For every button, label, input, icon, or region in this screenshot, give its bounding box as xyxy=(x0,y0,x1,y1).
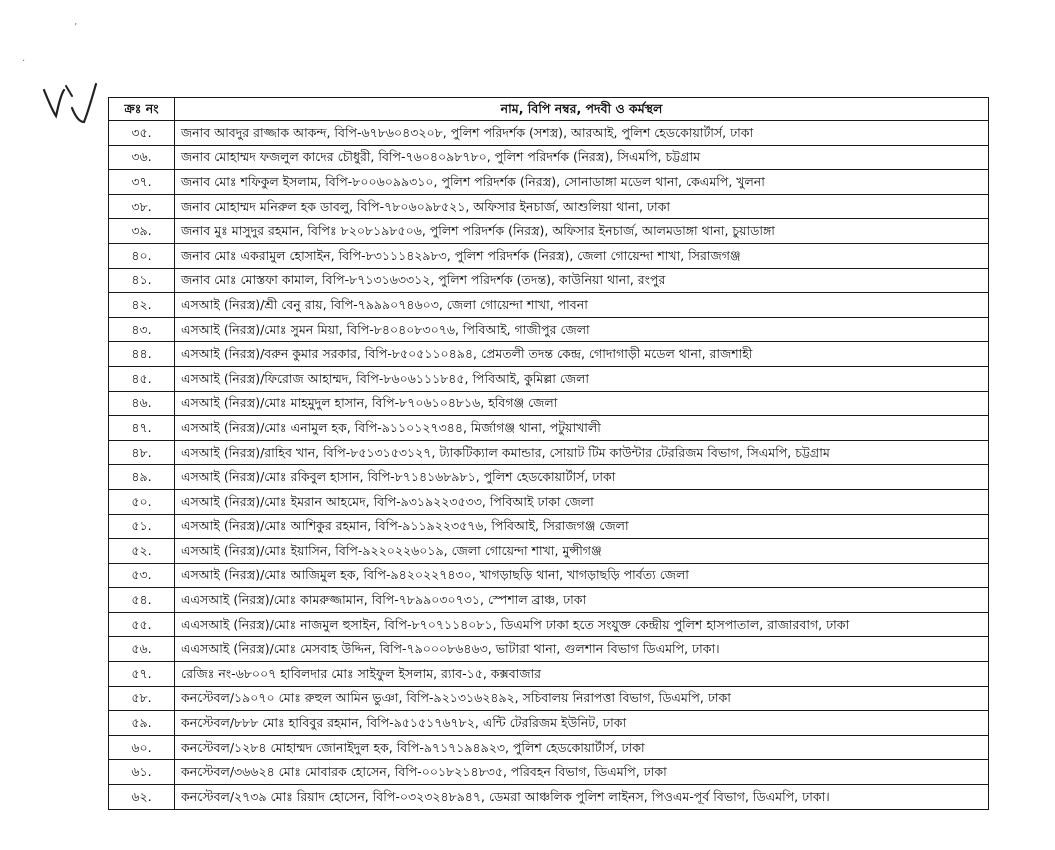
personnel-description: এসআই (নিরস্ত্র)/রাহিব খান, বিপি-৮৫১৩১৫৩১২৭, ট্যাকটিক্যাল কমান্ডার, সোয়াট টিম কাউন্টার টেররিজম বিভাগ, সিএমপি, চট্টগ্রাম xyxy=(175,440,989,465)
table-row xyxy=(109,391,989,416)
personnel-description: জনাব মোহাম্মদ ফজলুল কাদের চৌধুরী, বিপি-৭৬০৪০৯৮৭৮০, পুলিশ পরিদর্শক (নিরস্ত্র), সিএমপি, চট্টগ্রাম xyxy=(175,145,989,170)
table-row xyxy=(109,219,989,244)
serial-number: ৫৬. xyxy=(109,637,175,662)
personnel-description: এএসআই (নিরস্ত্র)/মোঃ মেসবাহ উদ্দিন, বিপি-৭৯০০০৮৬৪৬৩, ভাটারা থানা, গুলশান বিভাগ ডিএমপি, ঢাকা। xyxy=(175,637,989,662)
personnel-description: এসআই (নিরস্ত্র)/মোঃ ইয়াসিন, বিপি-৯২২০২২৬০১৯, জেলা গোয়েন্দা শাখা, মুন্সীগঞ্জ xyxy=(175,539,989,564)
serial-number: ৫৭. xyxy=(109,662,175,687)
personnel-description: কনস্টেবল/১৯০৭০ মোঃ রুহুল আমিন ভুঞা, বিপি-৯২১৩১৬২৪৯২, সচিবালয় নিরাপত্তা বিভাগ, ডিএমপি, ঢাকা xyxy=(175,686,989,711)
personnel-description: জনাব আবদুর রাজ্জাক আকন্দ, বিপি-৬৭৮৬০৪৩২০৮, পুলিশ পরিদর্শক (সশস্ত্র), আরআই, পুলিশ হেডকোয়ার্টার্স, ঢাকা xyxy=(175,121,989,146)
personnel-description: রেজিঃ নং-৬৮০০৭ হাবিলদার মোঃ সাইফুল ইসলাম, র‍্যাব-১৫, কক্সবাজার xyxy=(175,662,989,687)
personnel-description: এসআই (নিরস্ত্র)/মোঃ আজিমুল হক, বিপি-৯৪২০২২৭৪৩০, খাগড়াছড়ি থানা, খাগড়াছড়ি পার্বত্য জেলা xyxy=(175,563,989,588)
table-row xyxy=(109,588,989,613)
personnel-description: এসআই (নিরস্ত্র)/মোঃ আশিকুর রহমান, বিপি-৯১১৯২২৩৫৭৬, পিবিআই, সিরাজগঞ্জ জেলা xyxy=(175,514,989,539)
table-row xyxy=(109,170,989,195)
personnel-description: এসআই (নিরস্ত্র)/বরুন কুমার সরকার, বিপি-৮৫০৫১১০৪৯৪, প্রেমতলী তদন্ত কেন্দ্র, গোদাগাড়ী মডেল থানা, রাজশাহী xyxy=(175,342,989,367)
personnel-description: জনাব মোঃ একরামুল হোসাইন, বিপি-৮৩১১১৪২৯৮৩, পুলিশ পরিদর্শক (নিরস্ত্র), জেলা গোয়েন্দা শাখা, সিরাজগঞ্জ xyxy=(175,243,989,268)
personnel-table xyxy=(108,97,989,810)
serial-number: ৪১. xyxy=(109,268,175,293)
scan-speck: ’ xyxy=(74,22,78,33)
table-row xyxy=(109,317,989,342)
table-row xyxy=(109,637,989,662)
personnel-description: এএসআই (নিরস্ত্র)/মোঃ কামরুজ্জামান, বিপি-৭৮৯৯০৩০৭৩১, স্পেশাল ব্রাঞ্চ, ঢাকা xyxy=(175,588,989,613)
personnel-description: এসআই (নিরস্ত্র)/মোঃ মাহমুদুল হাসান, বিপি-৮৭০৬১০৪৮১৬, হবিগঞ্জ জেলা xyxy=(175,391,989,416)
serial-number: ৬১. xyxy=(109,760,175,785)
table-row xyxy=(109,612,989,637)
serial-number: ৫৯. xyxy=(109,711,175,736)
table-row xyxy=(109,785,989,810)
personnel-description: এসআই (নিরস্ত্র)/শ্রী বেনু রায়, বিপি-৭৯৯৯০৭৪৬০৩, জেলা গোয়েন্দা শাখা, পাবনা xyxy=(175,293,989,318)
personnel-description: জনাব মোঃ শফিকুল ইসলাম, বিপি-৮০০৬০৯৯৩১০, পুলিশ পরিদর্শক (নিরস্ত্র), সোনাডাঙ্গা মডেল থানা, কেএমপি, খুলনা xyxy=(175,170,989,195)
table-row xyxy=(109,440,989,465)
serial-number: ৫৫. xyxy=(109,612,175,637)
serial-number: ৫৮. xyxy=(109,686,175,711)
table-row xyxy=(109,293,989,318)
serial-number: ৫৩. xyxy=(109,563,175,588)
serial-number: ৬০. xyxy=(109,735,175,760)
table-row xyxy=(109,539,989,564)
personnel-description: এসআই (নিরস্ত্র)/মোঃ সুমন মিয়া, বিপি-৮৪০৪০৮৩০৭৬, পিবিআই, গাজীপুর জেলা xyxy=(175,317,989,342)
personnel-description: এসআই (নিরস্ত্র)/মোঃ রকিবুল হাসান, বিপি-৮৭১৪১৬৮৯৮১, পুলিশ হেডকোয়ার্টার্স, ঢাকা xyxy=(175,465,989,490)
table-row xyxy=(109,514,989,539)
handwritten-mark xyxy=(42,82,98,126)
scan-speck: · xyxy=(22,56,26,67)
table-row xyxy=(109,489,989,514)
table-row xyxy=(109,416,989,441)
serial-number: ৫৪. xyxy=(109,588,175,613)
table-row xyxy=(109,465,989,490)
serial-number: ৪৬. xyxy=(109,391,175,416)
table-row xyxy=(109,194,989,219)
table-row xyxy=(109,686,989,711)
serial-number: ৩৯. xyxy=(109,219,175,244)
personnel-description: কনস্টেবল/৩৬৬২৪ মোঃ মোবারক হোসেন, বিপি-০০১৮২১৪৮৩৫, পরিবহন বিভাগ, ডিএমপি, ঢাকা xyxy=(175,760,989,785)
personnel-description: এসআই (নিরস্ত্র)/ফিরোজ আহাম্মদ, বিপি-৮৬০৬১১১৮৪৫, পিবিআই, কুমিল্লা জেলা xyxy=(175,366,989,391)
table-row xyxy=(109,145,989,170)
serial-number: ৪৭. xyxy=(109,416,175,441)
table-row xyxy=(109,711,989,736)
personnel-description: এসআই (নিরস্ত্র)/মোঃ এনামুল হক, বিপি-৯১১০১২৭৩৪৪, মির্জাগঞ্জ থানা, পটুয়াখালী xyxy=(175,416,989,441)
serial-number: ৪০. xyxy=(109,243,175,268)
serial-number: ৩৭. xyxy=(109,170,175,195)
personnel-description: এএসআই (নিরস্ত্র)/মোঃ নাজমুল হুসাইন, বিপি-৮৭০৭১১৪০৮১, ডিএমপি ঢাকা হতে সংযুক্ত কেন্দ্রীয় পুলিশ হাসপাতাল, রাজারবাগ, ঢাকা xyxy=(175,612,989,637)
personnel-description: কনস্টেবল/৮৮৮ মোঃ হাবিবুর রহমান, বিপি-৯৫১৫১৭৬৭৮২, এন্টি টেররিজম ইউনিট, ঢাকা xyxy=(175,711,989,736)
serial-number: ৪৩. xyxy=(109,317,175,342)
serial-number: ৫১. xyxy=(109,514,175,539)
personnel-description: কনস্টেবল/১২৮৪ মোহাম্মদ জোনাইদুল হক, বিপি-৯৭১৭১৯৪৯২৩, পুলিশ হেডকোয়ার্টার্স, ঢাকা xyxy=(175,735,989,760)
serial-number: ৪৮. xyxy=(109,440,175,465)
table-row xyxy=(109,366,989,391)
table-row xyxy=(109,121,989,146)
serial-number: ৬২. xyxy=(109,785,175,810)
serial-number: ৪৪. xyxy=(109,342,175,367)
table-row xyxy=(109,735,989,760)
serial-number: ৩৮. xyxy=(109,194,175,219)
personnel-description: এসআই (নিরস্ত্র)/মোঃ ইমরান আহমেদ, বিপি-৯৩১৯২২৩৫৩৩, পিবিআই ঢাকা জেলা xyxy=(175,489,989,514)
serial-number: ৪৯. xyxy=(109,465,175,490)
serial-number: ৪৫. xyxy=(109,366,175,391)
table-row xyxy=(109,243,989,268)
table-row xyxy=(109,342,989,367)
personnel-description: জনাব মুঃ মাসুদুর রহমান, বিপিঃ ৮২০৮১৯৮৫০৬, পুলিশ পরিদর্শক (নিরস্ত্র), অফিসার ইনচার্জ, আলমডাঙ্গা থানা, চুয়াডাঙ্গা xyxy=(175,219,989,244)
serial-number: ৪২. xyxy=(109,293,175,318)
serial-number: ৫০. xyxy=(109,489,175,514)
table-row xyxy=(109,563,989,588)
personnel-description: জনাব মোহাম্মদ মনিরুল হক ডাবলু, বিপি-৭৮০৬০৯৮৫২১, অফিসার ইনচার্জ, আশুলিয়া থানা, ঢাকা xyxy=(175,194,989,219)
serial-number: ৫২. xyxy=(109,539,175,564)
table-row xyxy=(109,268,989,293)
serial-header: ক্রঃ নং xyxy=(109,98,175,121)
table-row xyxy=(109,760,989,785)
table-header-row xyxy=(109,98,989,121)
table-row xyxy=(109,662,989,687)
personnel-description: কনস্টেবল/২৭৩৯ মোঃ রিয়াদ হোসেন, বিপি-০৩২৩২৪৮৯৪৭, ডেমরা আঞ্চলিক পুলিশ লাইনস, পিওএম-পূর্ব বিভাগ, ডিএমপি, ঢাকা। xyxy=(175,785,989,810)
personnel-description: জনাব মোঃ মোস্তফা কামাল, বিপি-৮৭১৩১৬৩৩১২, পুলিশ পরিদর্শক (তদন্ত), কাউনিয়া থানা, রংপুর xyxy=(175,268,989,293)
serial-number: ৩৬. xyxy=(109,145,175,170)
description-header: নাম, বিপি নম্বর, পদবী ও কর্মস্থল xyxy=(175,98,989,121)
serial-number: ৩৫. xyxy=(109,121,175,146)
